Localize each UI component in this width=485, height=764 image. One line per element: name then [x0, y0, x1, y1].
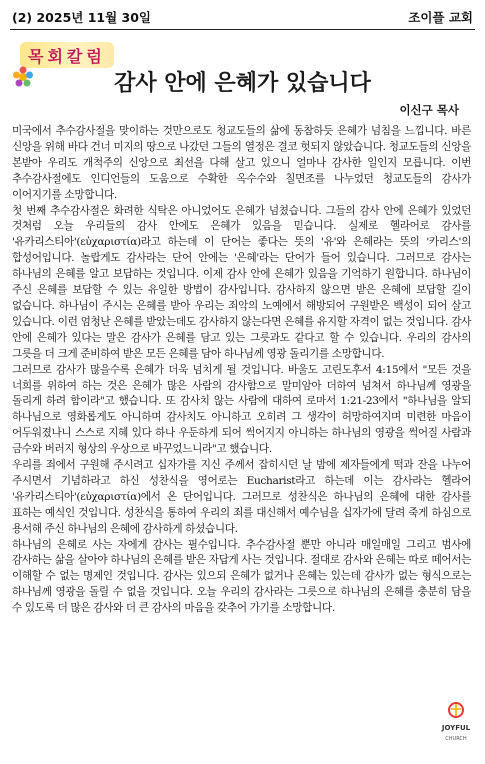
column-title: 감사 안에 은혜가 있습니다 [114, 70, 371, 96]
article-paragraph: 미국에서 추수감사절을 맞이하는 것만으로도 청교도들의 삶에 동참하듯 은혜가 넘침을 느낍니다. 바른 신앙을 위해 바다 건너 미지의 땅으로 나갔던 그들의 열정은 결코 헛되지 않았습니다. 청교도들의 신앙을 본받아 우리도 개척주의 신앙으로 최선을 다해 살고 있으니 얼마나 감사한 일인지 모릅니다. 이번 추수감사절에도 인디언들의 도움으로 수확한 옥수수와 칠면조를 나누었던 청교도들의 감사가 이어지기를 소망합니다. [12, 125, 471, 201]
issue-date: (2) 2025년 11월 30일 [12, 10, 151, 25]
page-header [0, 0, 485, 32]
header-divider [10, 29, 475, 30]
article-paragraph: 그러므로 감사가 많을수록 은혜가 더욱 넘치게 될 것입니다. 바울도 고린도후서 4:15에서 "모든 것을 너희를 위하여 하는 것은 은혜가 많은 사람의 감사함으로 말미암아 더하여 넘쳐서 하나님께 영광을 돌리게 하려 함이라"고 했습니다. 또 감사치 않는 사람에 대하여 로마서 1:21-23에서 "하나님을 알되 하나님으로 영화롭게도 아니하며 감사치도 아니하고 오히려 그 생각이 허망하여지며 미련한 마음이 어두워졌나니 스스로 지혜 있다 하나 우둔하게 되어 썩어지지 아니하는 하나님의 영광을 썩어질 사람과 금수와 버러지 형상의 우상으로 바꾸었느니라"고 했습니다. [12, 363, 471, 456]
logo-text: JOYFUL [441, 724, 471, 732]
column-body [12, 124, 471, 617]
column-tag: 목회칼럼 [20, 42, 114, 68]
article-paragraph: 첫 번째 추수감사절은 화려한 식탁은 아니었어도 은혜가 넘쳤습니다. 그들의 감사 안에 은혜가 있었던 것처럼 오늘 우리들의 감사 안에도 은혜가 있음을 믿습니다. 실제로 헬라어로 감사를 '유카리스티아'(εὐχαριστία)라고 하는데 이 단어는 좋다는 뜻의 '유'와 은혜라는 뜻의 '카리스'의 합성어입니다. 놀랍게도 감사라는 단어 안에는 '은혜'라는 단어가 들어 있습니다. 그러므로 감사는 하나님의 은혜를 알고 보답하는 것입니다. 이제 감사 안에 은혜가 있음을 기억하기 원합니다. 하나님이 주신 은혜를 보답할 수 있는 유일한 방법이 감사입니다. 감사하지 않으면 받은 은혜에 보답할 길이 없습니다. 하나님이 주시는 은혜를 받아 우리는 죄악의 노예에서 해방되어 구원받은 백성이 되어 살고 있습니다. 이런 엄청난 은혜를 받았는데도 감사하지 않는다면 은혜를 유지할 자격이 없는 것입니다. 감사 안에 은혜가 있다는 말은 감사가 은혜를 담고 있는 그릇과도 같다고 할 수 있습니다. 우리의 감사의 그릇을 더 크게 준비하여 받은 모든 은혜를 담아 하나님께 영광 돌리기를 소망합니다. [12, 204, 471, 360]
column-author: 이신구 목사 [399, 103, 459, 117]
article-paragraph: 하나님의 은혜로 사는 자에게 감사는 필수입니다. 추수감사절 뿐만 아니라 매일매일 그리고 범사에 감사하는 삶을 살아야 하나님의 은혜를 받은 자답게 사는 것입니다. 절대로 감사와 은혜는 따로 떼어서는 이해할 수 없는 명제인 것입니다. 감사는 있으되 은혜가 없거나 은혜는 있는데 감사가 없는 형식으로는 하나님께 영광을 돌릴 수 없을 것입니다. 오늘 우리의 감사라는 그릇으로 하나님의 은혜를 충분히 담을 수 있도록 더 많은 감사와 더 큰 감사의 마음을 갖추어 가기를 소망합니다. [12, 538, 471, 615]
article-paragraph: 우리를 죄에서 구원해 주시려고 십자가를 지신 주께서 잡히시던 날 밤에 제자들에게 떡과 잔을 나누어 주시면서 기념하라고 하신 성찬식을 영어로는 Eucharist라고 하는데 이는 감사라는 헬라어 '유카리스티아'(εὐχαριστία)에서 온 단어입니다. 그러므로 성찬식은 하나님의 은혜에 대한 감사를 표하는 예식인 것입니다. 성찬식을 통하여 우리의 죄를 대신해서 예수님을 십자가에 달려 죽게 하심으로 용서해 주신 하나님의 은혜에 감사하게 하셨습니다. [12, 459, 471, 535]
column-banner [10, 36, 475, 116]
logo-subtext: CHURCH [445, 736, 467, 742]
joyful-church-logo [439, 700, 473, 752]
church-name: 조이플 교회 [408, 10, 473, 25]
